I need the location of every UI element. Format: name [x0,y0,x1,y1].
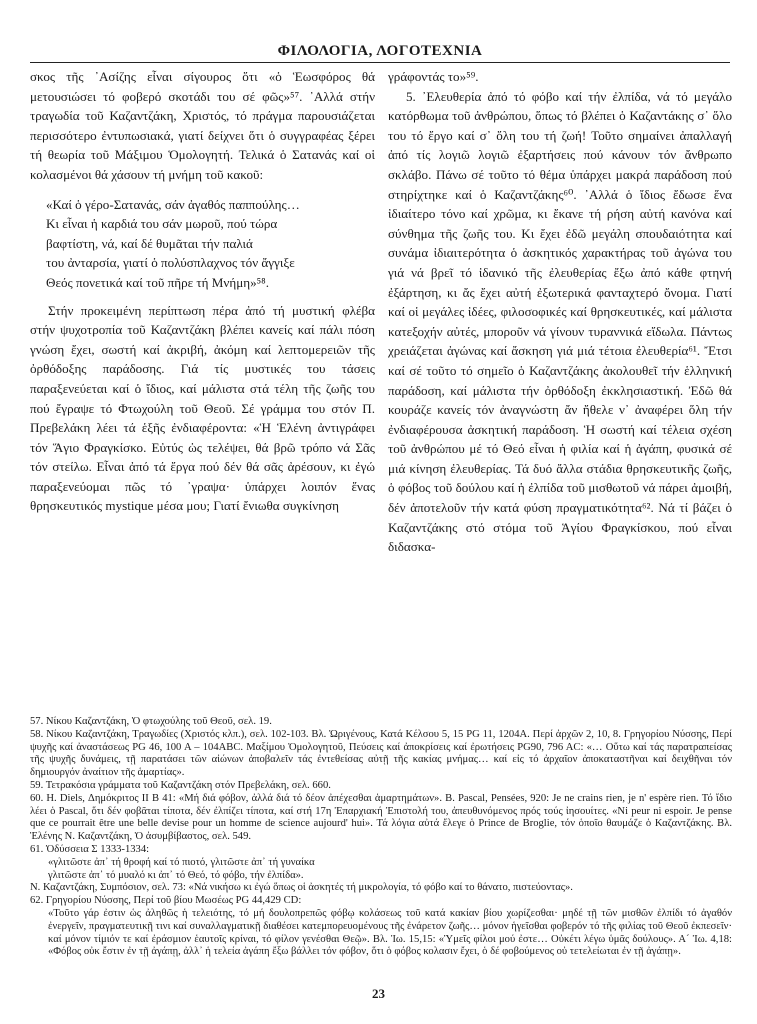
footnote-62-ref: 62. Γρηγορίου Νύσσης, Περί τοῦ βίου Μωσέως PG 44,429 CD: [30,895,302,907]
footnote-61-line-3: Ν. Καζαντζάκη, Συμπόσιον, σελ. 73: «Νά νικήσω κι ἐγώ ὅπως οἱ ἀσκητές τή μικρολογία, τό φόβο καί το θάνατο, πιστεύοντας». [30,882,573,894]
footnote-61-ref: 61. Ὀδύσσεια Σ 1333-1334: [30,843,150,855]
footnote-57: 57. Νίκου Καζαντζάκη, Ὁ φτωχούλης τοῦ Θεοῦ, σελ. 19. [30,716,272,727]
left-column [30,67,375,516]
left-paragraph-1: σκος τῆς ᾿Ασίζης εἶναι σίγουρος ὅτι «ὁ Ἑωσφόρος θά μετουσιώσει τό φοβερό σκοτάδι του σέ φῶς»⁵⁷. ᾿Αλλά στήν τραγωδία τοῦ Καζαντζάκη, Χριστός, τό πράγμα παρουσιάζεται περισσότερο ἐντυπωσιακά, γιατί δείχνει ὅτι ὁ συγγραφέας ξέρει τή θεωρία τοῦ Μάξιμου Ὁμολογητή. Τελικά ὁ Σατανάς καί οἱ κολασμένοι θά χάσουν τή μνήμη τοῦ κακοῦ: [30,69,375,182]
running-header: ΦΙΛΟΛΟΓΙΑ, ΛΟΓΟΤΕΧΝΙΑ [277,43,483,59]
verse-line: «Καί ὁ γέρο-Σατανάς, σάν ἀγαθός παππούλης… [46,196,300,212]
footnote-62-quote: «Τοῦτο γάρ ἐστιν ὡς ἀληθῶς ἡ τελειότης, τό μή δουλοπρεπῶς φόβῳ κολάσεως τοῦ κατά κακίαν βίου χωρίζεσθαι· μηδέ τῇ τῶν μισθῶν ἐλπίδι τό ἀγαθόν ἐνεργεῖν, πραγματευτικῇ τινι καί συναλλαγματικῇ διαθέσει κατεμπορευομένους τῆς ἐνάρετον ζωῆς… μόνον ἡγεῖσθαι φοβερόν τό τῆς φιλίας τοῦ Θεοῦ ἐκπεσεῖν· καί μόνον τίμιόν τε καί ἐράσμιον ἑαυτοῖς κρίναι, τό φίλον γενέσθαι Θεῷ». Βλ. Ἰω. 15,15: «Ὑμεῖς φίλοι μού ἐστε… Οὐκέτι λέγω ὑμᾶς δούλους». Α´ Ἰω. 4,18: «Φόβος οὐκ ἔστιν ἐν τῇ ἀγάπῃ, ἀλλ᾽ ἡ τελεία ἀγάπη ἔξω βάλλει τόν φόβον, ὅτι ὁ φόβος κολασιν ἔχει, ὁ δέ φοβούμενος οὐ τετελείωται ἐν τῇ ἀγάπῃ». [48,907,732,958]
verse-line: βαφτίστη, νά, καί δέ θυμᾶται τήν παλιά [46,235,253,251]
verse-line: Θεός πονετικά καί τοῦ πῆρε τή Μνήμη»⁵⁸. [46,274,270,290]
verse-quote [30,195,375,293]
footnote-59: 59. Τετρακόσια γράμματα τοῦ Καζαντζάκη στόν Πρεβελάκη, σελ. 660. [30,779,331,791]
footnotes [30,716,732,959]
page-number: 23 [372,986,385,1001]
footnote-58: 58. Νίκου Καζαντζάκη, Τραγωδίες (Χριστός κλπ.), σελ. 102-103. Βλ. Ὠριγένους, Κατά Κέλσου 5, 15 PG 11, 1204A. Περί ἀρχῶν 2, 10, 8. Γρηγορίου Νύσσης, Περί ψυχῆς καί ἀναστάσεως PG 46, 100 A – 104ABC. Μαξίμου Ὁμολογητοῦ, Πεύσεις καί ἀποκρίσεις καί ἐρωτήσεις PG90, 796 AC: «… Οὕτω καί τάς παρατραπείσας τῆς ψυχῆς δυνάμεις, τῇ παρατάσει τῶν αἰώνων ἀποβαλεῖν τάς ἐντεθείσας αὐτῇ τῆς κακίας μνήμας… καί εἰς τό ἀρχαῖον ἀποκαταστῆναι καί δειχθῆναι τόν δημιουργόν ἀναίτιον τῆς ἁμαρτίας». [30,728,732,779]
right-paragraph-1: γράφοντάς το»⁵⁹. [388,69,479,84]
right-column [388,67,732,557]
right-paragraph-2: 5. ᾿Ελευθερία ἀπό τό φόβο καί τήν ἐλπίδα, νά τό μεγάλο κατόρθωμα τοῦ ἀνθρώπου, ὅπως τό βλέπει ὁ Καζαντάκης σ᾽ ὅλο του τό ἔργο καί σ᾽ ὅλη του τή ζωή! Τοῦτο σημαίνει ἀπαλλαγή ἀπό τίς λογιῶ λογιῶ ἐξαρτήσεις πού κάνουν τόν ἄνθρωπο σκλάβο. Πάνω σέ τοῦτο τό θέμα ὑπάρχει μακρά παράδοση πού στηρίχτηκε καί ὁ Καζαντζάκης⁶⁰. ᾿Αλλά ὁ ἴδιος ἔδωσε ἕνα ἰδιαίτερο τόνο καί χρῶμα, κι ἔκανε τή ρήση αὐτή κανόνα καί σύνθημα τῆς ζωῆς του. Κι ἔχει ἐδῶ μεγάλη σπουδαιότητα καί συνάμα ἰδιαιτερότητα ὁ ἀσκητικός χαρακτήρας τοῦ ἀγώνα του γιά νά βρεῖ τό ἰδανικό τῆς ἐλευθερίας ἔξω ἀπό κάθε φτηνή ἐξάρτηση, κι ἄς ἔχει αὐτή ἐξωτερικά φανταχτερό ὄνομα. Γιατί καί οἱ μεγάλες ἰδέες, φιλοσοφικές καί θρησκευτικές, καί μάλιστα κατεξοχήν αὐτές, μποροῦν νά γίνουν τυραννικά εἴδωλα. Πάντως χρειάζεται ἀγώνας καί ἄσκηση γιά μιά τέτοια ἐλευθερία⁶¹. Ἔτσι καί σέ τοῦτο τό σημεῖο ὁ Καζαντζάκης ἀκολουθεῖ τήν ἑλληνική παράδοση, καί μάλιστα τήν ὀρθόδοξη ἐκκλησιαστική. Ἐδῶ θά κουράζε κανείς τόν ἀναγνώστη ἄν ἤθελε ν᾽ ἀναφέρει ὅλη τήν ἐνδιαφέρουσα ἀσκητική παράδοση. Ἡ σωστή καί τέλεια σχέση τοῦ ἀνθρώπου μέ τό Θεό εἶναι ἡ φιλία καί ἡ ἀγάπη, φυσικά σέ μιά κίνηση ἐλευθερίας. Τά δυό ἄλλα στάδια θρησκευτικῆς ζωῆς, ὁ φόβος τοῦ δούλου καί ἡ ἐλπίδα τοῦ μισθωτοῦ νά πάρει ἀμοιβή, δέν ἀποτελοῦν τήν κατά φύση πραγματικότητα⁶². Νά τί βάζει ὁ Καζαντζάκης στό στόμα τοῦ Ἁγίου Φραγκίσκου, πού εἶναι διδασκα- [388,88,732,555]
footnote-61-line-1: «γλιτῶστε ἀπ᾽ τή θροφή καί τό πιοτό, γλιτῶστε ἀπ᾽ τή γυναίκα [48,856,315,868]
header-rule [30,62,730,63]
left-paragraph-2: Στήν προκειμένη περίπτωση πέρα ἀπό τή μυστική φλέβα στήν ψυχοτροπία τοῦ Καζαντζάκη βλέπει κανείς καί πάλι πόση γνώση ἔχει, σωστή καί ἀκριβή, ἀκόμη καί λεπτομερειῶν τῆς ὀρθόδοξης παράδοσης. Γιά τίς μυστικές του τάσεις παραξενεύεται καί ὁ ἴδιος, καί μάλιστα στά τέλη τῆς ζωῆς του πού ἔγραψε τό Φτωχούλη τοῦ Θεοῦ. Σέ γράμμα του στόν Π. Πρεβελάκη λέει τά ἑξῆς ἐνδιαφέροντα: «Ἡ Ἑλένη ἀντιγράφει τόν Ἅγιο Φραγκίσκο. Εὐτύς ὡς τελέψει, θά βρῶ τρόπο νά Σᾶς τόν στείλω. Εἶναι ἀπό τά ἔργα πού δέν θά σᾶς ἀρέσουν, κι ἐγώ παραξενεύομαι πῶς τό ᾽γραψα· ὑπάρχει λοιπόν ἕνας θρησκευτικός mystique μέσα μου; Γιατί ἔνιωθα συγκίνηση [30,302,375,514]
footnote-61-line-2: γλιτῶστε ἀπ᾽ τό μυαλό κι ἀπ᾽ τό Θεό, τό φόβο, τήν ἐλπίδα». [48,869,304,881]
footnote-60: 60. H. Diels, Δημόκριτος II B 41: «Μή διά φόβον, ἀλλά διά τό δέον ἀπέχεσθαι ἁμαρτημάτων». B. Pascal, Pensées, 920: Je ne crains rien, je n' espère rien. Τό ἴδιο λέει ὁ Pascal, ὅτι δέν φοβᾶται τίποτα, δέν ἐλπίζει τίποτα, καί στή 17η Ἐπαρχιακή Ἐπιστολή του, ἀπευθυνόμενος πρός τούς ἰησουίτες. «Ni peur ni espoir. Je pense que ce pourrait être une belle devise pour un homme de science aujourd' hui». Τά λόγια αὐτά ἔλεγε ὁ Prince de Broglie, τόν ὁποῖο θαυμάζε ὁ Καζαντζάκης. Βλ. Ἑλένης Ν. Καζαντζάκη, Ὁ ἀσυμβίβαστος, σελ. 549. [30,792,732,843]
verse-line: του ἀνταρσία, γιατί ὁ πολύσπλαχνος τόν ἄγγιξε [46,255,295,271]
verse-line: Κι εἶναι ἡ καρδιά του σάν μωροῦ, πού τώρα [46,216,278,232]
